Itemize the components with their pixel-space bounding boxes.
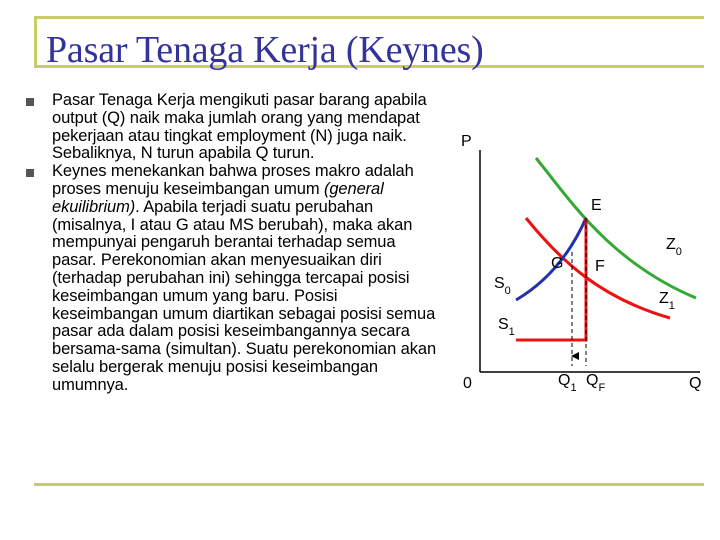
bullet-2-text-italic: (general ekuilibrium) bbox=[52, 179, 384, 216]
s0-sub: 0 bbox=[504, 285, 511, 297]
point-g-label: G bbox=[551, 255, 564, 272]
qf-label bbox=[586, 372, 605, 394]
s0-label bbox=[494, 275, 511, 297]
z0-main: Z bbox=[666, 236, 676, 253]
z0-label bbox=[666, 236, 682, 258]
s1-label bbox=[498, 316, 515, 338]
y-axis-label: P bbox=[461, 133, 472, 150]
s1-sub: 1 bbox=[508, 326, 515, 338]
point-e-label: E bbox=[591, 197, 602, 214]
q1-label bbox=[558, 372, 577, 394]
q1-main: Q bbox=[558, 372, 571, 389]
bullet-2-text-a: Keynes menekankan bahwa proses makro adalah proses menuju keseimbangan umum bbox=[52, 162, 414, 198]
z0-curve bbox=[536, 158, 696, 298]
point-f-label: F bbox=[595, 258, 605, 275]
q1-sub: 1 bbox=[570, 382, 577, 394]
x-axis-label: Q bbox=[689, 375, 702, 392]
qf-main: Q bbox=[586, 372, 599, 389]
z1-sub: 1 bbox=[668, 300, 675, 312]
qf-sub: F bbox=[598, 382, 606, 394]
origin-label: 0 bbox=[463, 375, 472, 392]
slide-title: Pasar Tenaga Kerja (Keynes) bbox=[46, 29, 484, 71]
bullet-1-text: Pasar Tenaga Kerja mengikuti pasar barang apabila output (Q) naik maka jumlah orang yang mendapat pekerjaan atau tingkat employment (N) juga naik. Sebaliknya, N turun apabila Q turun. bbox=[52, 91, 427, 163]
bullet-2-text-b: . Apabila terjadi suatu perubahan (misalnya, I atau G atau MS berubah), maka akan mempunyai pengaruh berantai terhadap semua pasar. Perekonomian akan menyesuaikan diri (terhadap perubahan ini) sehingga tercapai posisi keseimbangan umum yang baru. Posisi keseimbangan umum diartikan sebagai posisi semua pasar ada dalam posisi keseimbangannya secara bersama-sama (simultan). Suatu perekonomian akan selalu bergerak menuju posisi keseimbangan umumnya. bbox=[52, 197, 437, 394]
s0-main: S bbox=[494, 275, 505, 292]
z0-sub: 0 bbox=[675, 246, 682, 258]
z1-label bbox=[659, 290, 675, 312]
z1-main: Z bbox=[659, 290, 669, 307]
s1-main: S bbox=[498, 316, 509, 333]
